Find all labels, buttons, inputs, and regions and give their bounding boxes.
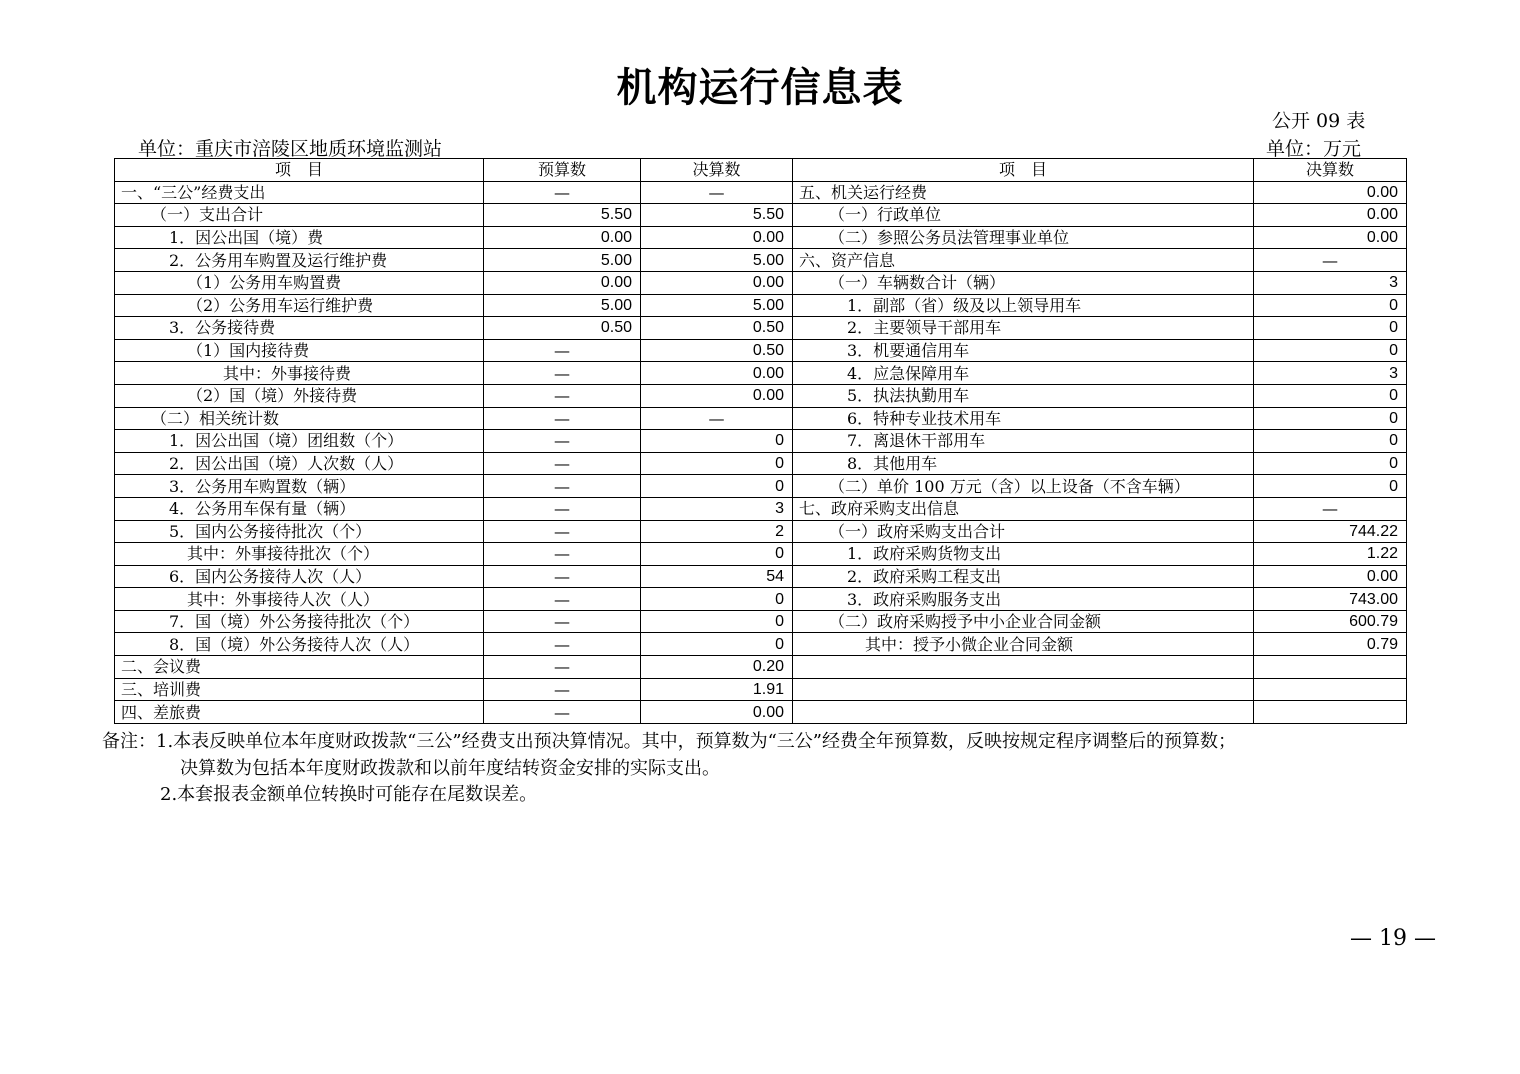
final-cell: 2 <box>641 520 793 543</box>
budget-cell: 0.00 <box>484 226 641 249</box>
table-row <box>115 294 1407 317</box>
table-row <box>115 497 1407 520</box>
table-row <box>115 656 1407 679</box>
note-line-2: 决算数为包括本年度财政拨款和以前年度结转资金安排的实际支出。 <box>180 758 720 779</box>
left-item-cell: 2．公务用车购置及运行维护费 <box>115 249 484 272</box>
final-cell: — <box>641 181 793 204</box>
table-row <box>115 181 1407 204</box>
table-row <box>115 407 1407 430</box>
budget-cell: — <box>484 656 641 679</box>
right-final-cell <box>1254 678 1407 701</box>
final-cell: 0.00 <box>641 362 793 385</box>
table-body <box>115 181 1407 723</box>
right-item-cell: 2．主要领导干部用车 <box>793 317 1254 340</box>
table-row <box>115 520 1407 543</box>
left-item-cell: 四、差旅费 <box>115 701 484 724</box>
left-item-cell: 5．国内公务接待批次（个） <box>115 520 484 543</box>
final-cell: 0 <box>641 475 793 498</box>
final-cell: 0.00 <box>641 226 793 249</box>
budget-cell: 5.00 <box>484 294 641 317</box>
left-item-cell: 3．公务接待费 <box>115 317 484 340</box>
left-item-cell: （2）公务用车运行维护费 <box>115 294 484 317</box>
final-cell: 0 <box>641 610 793 633</box>
right-final-cell: 743.00 <box>1254 588 1407 611</box>
table-row <box>115 430 1407 453</box>
table-row <box>115 610 1407 633</box>
right-item-cell: （一）行政单位 <box>793 204 1254 227</box>
left-item-cell: 1．因公出国（境）团组数（个） <box>115 430 484 453</box>
budget-cell: — <box>484 565 641 588</box>
final-cell: 0 <box>641 543 793 566</box>
left-item-cell: （1）国内接待费 <box>115 339 484 362</box>
final-cell: 0.50 <box>641 317 793 340</box>
left-item-cell: 三、培训费 <box>115 678 484 701</box>
final-cell: 0.00 <box>641 384 793 407</box>
table-row <box>115 678 1407 701</box>
note-line-3: 2.本套报表金额单位转换时可能存在尾数误差。 <box>160 784 538 805</box>
table-row <box>115 475 1407 498</box>
right-final-cell: — <box>1254 249 1407 272</box>
header-item: 项 目 <box>115 159 484 182</box>
right-final-cell: 0 <box>1254 452 1407 475</box>
left-item-cell: 二、会议费 <box>115 656 484 679</box>
right-final-cell: 3 <box>1254 271 1407 294</box>
budget-cell: — <box>484 497 641 520</box>
right-final-cell: 0.00 <box>1254 204 1407 227</box>
table-row <box>115 543 1407 566</box>
budget-cell: 0.50 <box>484 317 641 340</box>
right-item-cell: （一）车辆数合计（辆） <box>793 271 1254 294</box>
page-title: 机构运行信息表 <box>616 64 904 111</box>
left-item-cell: 其中：外事接待人次（人） <box>115 588 484 611</box>
table-row <box>115 452 1407 475</box>
table-row <box>115 588 1407 611</box>
final-cell: 0 <box>641 633 793 656</box>
right-item-cell: 5．执法执勤用车 <box>793 384 1254 407</box>
right-final-cell: 0.00 <box>1254 565 1407 588</box>
left-item-cell: （2）国（境）外接待费 <box>115 384 484 407</box>
right-item-cell: 1．副部（省）级及以上领导用车 <box>793 294 1254 317</box>
left-item-cell: （1）公务用车购置费 <box>115 271 484 294</box>
final-cell: 0.20 <box>641 656 793 679</box>
table-row <box>115 271 1407 294</box>
budget-cell: — <box>484 610 641 633</box>
budget-cell: — <box>484 362 641 385</box>
right-item-cell: 7．离退休干部用车 <box>793 430 1254 453</box>
right-item-cell: （一）政府采购支出合计 <box>793 520 1254 543</box>
budget-cell: — <box>484 452 641 475</box>
left-item-cell: 6．国内公务接待人次（人） <box>115 565 484 588</box>
final-cell: 3 <box>641 497 793 520</box>
left-item-cell: 8．国（境）外公务接待人次（人） <box>115 633 484 656</box>
left-item-cell: 其中：外事接待费 <box>115 362 484 385</box>
budget-cell: — <box>484 678 641 701</box>
table-row <box>115 317 1407 340</box>
budget-cell: — <box>484 520 641 543</box>
table-row <box>115 339 1407 362</box>
right-item-cell: （二）单价 100 万元（含）以上设备（不含车辆） <box>793 475 1254 498</box>
left-item-cell: （二）相关统计数 <box>115 407 484 430</box>
budget-cell: — <box>484 339 641 362</box>
right-final-cell <box>1254 701 1407 724</box>
right-final-cell: 1.22 <box>1254 543 1407 566</box>
budget-cell: 5.00 <box>484 249 641 272</box>
table-row <box>115 362 1407 385</box>
left-item-cell: 一、“三公”经费支出 <box>115 181 484 204</box>
table-row <box>115 204 1407 227</box>
right-item-cell <box>793 678 1254 701</box>
right-final-cell: 0.00 <box>1254 181 1407 204</box>
table-row <box>115 633 1407 656</box>
budget-cell: — <box>484 633 641 656</box>
right-item-cell: 3．机要通信用车 <box>793 339 1254 362</box>
right-final-cell: 3 <box>1254 362 1407 385</box>
final-cell: 5.00 <box>641 294 793 317</box>
budget-cell: — <box>484 384 641 407</box>
final-cell: 0.50 <box>641 339 793 362</box>
table-row <box>115 384 1407 407</box>
budget-cell: 0.00 <box>484 271 641 294</box>
right-final-cell: 0 <box>1254 475 1407 498</box>
right-item-cell: 3．政府采购服务支出 <box>793 588 1254 611</box>
right-item-cell: 七、政府采购支出信息 <box>793 497 1254 520</box>
right-item-cell: 其中：授予小微企业合同金额 <box>793 633 1254 656</box>
header-final: 决算数 <box>641 159 793 182</box>
note-line-1: 备注：1.本表反映单位本年度财政拨款“三公”经费支出预决算情况。其中，预算数为“三公”经费全年预算数，反映按规定程序调整后的预算数； <box>102 731 1236 752</box>
header-item-right: 项 目 <box>793 159 1254 182</box>
right-final-cell: 0 <box>1254 294 1407 317</box>
final-cell: 0 <box>641 452 793 475</box>
right-final-cell: 0 <box>1254 430 1407 453</box>
right-item-cell: 2．政府采购工程支出 <box>793 565 1254 588</box>
right-final-cell: 0.00 <box>1254 226 1407 249</box>
header-budget: 预算数 <box>484 159 641 182</box>
final-cell: 1.91 <box>641 678 793 701</box>
budget-cell: — <box>484 430 641 453</box>
right-final-cell: — <box>1254 497 1407 520</box>
budget-cell: 5.50 <box>484 204 641 227</box>
final-cell: 5.50 <box>641 204 793 227</box>
final-cell: 0 <box>641 430 793 453</box>
page-number: — 19 — <box>1350 926 1436 951</box>
budget-cell: — <box>484 181 641 204</box>
budget-cell: — <box>484 475 641 498</box>
right-final-cell: 600.79 <box>1254 610 1407 633</box>
final-cell: 0.00 <box>641 701 793 724</box>
final-cell: 0.00 <box>641 271 793 294</box>
budget-cell: — <box>484 407 641 430</box>
final-cell: 54 <box>641 565 793 588</box>
right-item-cell: 8．其他用车 <box>793 452 1254 475</box>
final-cell: 0 <box>641 588 793 611</box>
right-item-cell: 五、机关运行经费 <box>793 181 1254 204</box>
left-item-cell: 其中：外事接待批次（个） <box>115 543 484 566</box>
left-item-cell: 1．因公出国（境）费 <box>115 226 484 249</box>
final-cell: — <box>641 407 793 430</box>
right-final-cell <box>1254 656 1407 679</box>
final-cell: 5.00 <box>641 249 793 272</box>
right-final-cell: 0.79 <box>1254 633 1407 656</box>
right-final-cell: 0 <box>1254 384 1407 407</box>
right-final-cell: 0 <box>1254 317 1407 340</box>
organization-label: 单位：重庆市涪陵区地质环境监测站 <box>138 138 443 160</box>
right-final-cell: 0 <box>1254 407 1407 430</box>
right-item-cell: （二）参照公务员法管理事业单位 <box>793 226 1254 249</box>
right-item-cell: 6．特种专业技术用车 <box>793 407 1254 430</box>
table-row <box>115 249 1407 272</box>
left-item-cell: 3．公务用车购置数（辆） <box>115 475 484 498</box>
budget-cell: — <box>484 701 641 724</box>
table-row <box>115 565 1407 588</box>
right-final-cell: 0 <box>1254 339 1407 362</box>
table-row <box>115 226 1407 249</box>
left-item-cell: （一）支出合计 <box>115 204 484 227</box>
form-number: 公开 09 表 <box>1272 110 1366 132</box>
table-row <box>115 701 1407 724</box>
header-final-right: 决算数 <box>1254 159 1407 182</box>
right-item-cell <box>793 701 1254 724</box>
left-item-cell: 2．因公出国（境）人次数（人） <box>115 452 484 475</box>
unit-label: 单位：万元 <box>1266 138 1362 160</box>
right-item-cell: （二）政府采购授予中小企业合同金额 <box>793 610 1254 633</box>
right-final-cell: 744.22 <box>1254 520 1407 543</box>
left-item-cell: 4．公务用车保有量（辆） <box>115 497 484 520</box>
left-item-cell: 7．国（境）外公务接待批次（个） <box>115 610 484 633</box>
right-item-cell: 1．政府采购货物支出 <box>793 543 1254 566</box>
right-item-cell: 4．应急保障用车 <box>793 362 1254 385</box>
header-row <box>115 159 1407 182</box>
budget-cell: — <box>484 588 641 611</box>
right-item-cell <box>793 656 1254 679</box>
right-item-cell: 六、资产信息 <box>793 249 1254 272</box>
info-table <box>114 158 1407 724</box>
budget-cell: — <box>484 543 641 566</box>
